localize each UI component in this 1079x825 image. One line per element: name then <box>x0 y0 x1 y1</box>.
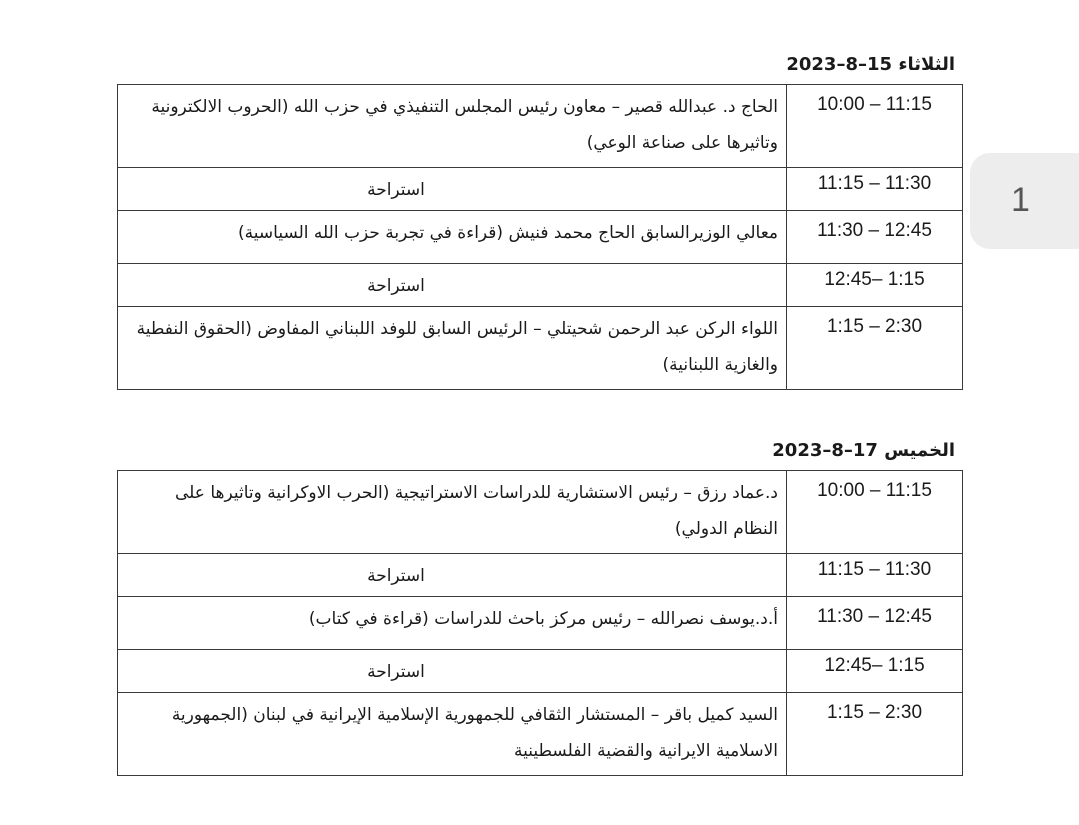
session-time: 11:15 – 11:30 <box>787 554 963 597</box>
table-row <box>118 597 963 650</box>
break-label: استراحة <box>118 554 787 597</box>
schedule-table-thursday <box>117 470 963 776</box>
session-time: 11:30 – 12:45 <box>787 597 963 650</box>
session-time: 1:15 – 2:30 <box>787 307 963 390</box>
session-time: 12:45– 1:15 <box>787 650 963 693</box>
table-row <box>118 693 963 776</box>
session-description: اللواء الركن عبد الرحمن شحيتلي – الرئيس السابق للوفد اللبناني المفاوض (الحقوق النفطية والغازية اللبنانية) <box>118 307 787 390</box>
day-heading-thursday: الخميس 17–8–2023 <box>772 440 955 461</box>
session-description: أ.د.يوسف نصرالله – رئيس مركز باحث للدراسات (قراءة في كتاب) <box>118 597 787 650</box>
table-row <box>118 85 963 168</box>
session-description: د.عماد رزق – رئيس الاستشارية للدراسات الاستراتيجية (الحرب الاوكرانية وتاثيرها على النظام الدولي) <box>118 471 787 554</box>
session-time: 1:15 – 2:30 <box>787 693 963 776</box>
page-number: 1 <box>1011 181 1030 219</box>
session-description: معالي الوزيرالسابق الحاج محمد فنيش (قراءة في تجربة حزب الله السياسية) <box>118 211 787 264</box>
schedule-table-tuesday <box>117 84 963 390</box>
break-label: استراحة <box>118 264 787 307</box>
table-row <box>118 168 963 211</box>
session-time: 11:15 – 11:30 <box>787 168 963 211</box>
session-description: الحاج د. عبدالله قصير – معاون رئيس المجلس التنفيذي في حزب الله (الحروب الالكترونية وتاثيرها على صناعة الوعي) <box>118 85 787 168</box>
day-heading-tuesday: الثلاثاء 15–8–2023 <box>786 54 955 75</box>
table-row <box>118 650 963 693</box>
session-time: 10:00 – 11:15 <box>787 471 963 554</box>
session-time: 12:45– 1:15 <box>787 264 963 307</box>
table-row <box>118 211 963 264</box>
page-number-tab[interactable] <box>970 153 1079 249</box>
table-row <box>118 264 963 307</box>
session-description: السيد كميل باقر – المستشار الثقافي للجمهورية الإسلامية الإيرانية في لبنان (الجمهورية الاسلامية الايرانية والقضية الفلسطينية <box>118 693 787 776</box>
table-row <box>118 471 963 554</box>
session-time: 11:30 – 12:45 <box>787 211 963 264</box>
table-row <box>118 307 963 390</box>
table-row <box>118 554 963 597</box>
break-label: استراحة <box>118 650 787 693</box>
session-time: 10:00 – 11:15 <box>787 85 963 168</box>
break-label: استراحة <box>118 168 787 211</box>
